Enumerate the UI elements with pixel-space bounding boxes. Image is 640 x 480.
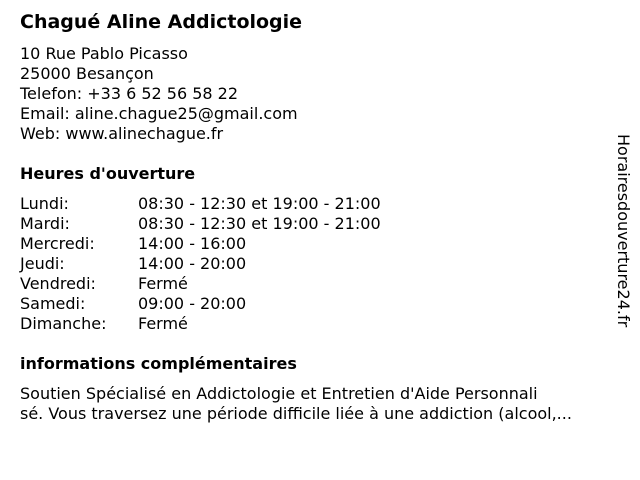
- day-label: Mercredi:: [20, 234, 95, 253]
- site-watermark: Horairesdouverture24.fr: [614, 134, 633, 328]
- additional-info-heading: informations complémentaires: [20, 354, 297, 373]
- day-label: Dimanche:: [20, 314, 107, 333]
- day-label: Mardi:: [20, 214, 70, 233]
- time-value: 08:30 - 12:30 et 19:00 - 21:00: [138, 194, 381, 213]
- day-label: Vendredi:: [20, 274, 96, 293]
- time-value: 14:00 - 20:00: [138, 254, 247, 273]
- description-line: Soutien Spécialisé en Addictologie et Entretien d'Aide Personnali: [20, 384, 538, 403]
- time-value: Fermé: [138, 274, 188, 293]
- business-name: Chagué Aline Addictologie: [20, 11, 303, 33]
- time-value: Fermé: [138, 314, 188, 333]
- day-label: Jeudi:: [20, 254, 65, 273]
- day-label: Lundi:: [20, 194, 69, 213]
- description-line: sé. Vous traversez une période difficile liée à une addiction (alcool,...: [20, 404, 572, 423]
- time-value: 14:00 - 16:00: [138, 234, 247, 253]
- time-value: 08:30 - 12:30 et 19:00 - 21:00: [138, 214, 381, 233]
- contact-block: [20, 44, 298, 144]
- email-address: Email: aline.chague25@gmail.com: [20, 104, 298, 123]
- day-label: Samedi:: [20, 294, 86, 313]
- phone-number: Telefon: +33 6 52 56 58 22: [20, 84, 239, 103]
- address-street: 10 Rue Pablo Picasso: [20, 44, 188, 63]
- address-city: 25000 Besançon: [20, 64, 154, 83]
- opening-hours-heading: Heures d'ouverture: [20, 164, 196, 183]
- website-address: Web: www.alinechague.fr: [20, 124, 224, 143]
- time-value: 09:00 - 20:00: [138, 294, 247, 313]
- additional-info-text: [20, 384, 620, 424]
